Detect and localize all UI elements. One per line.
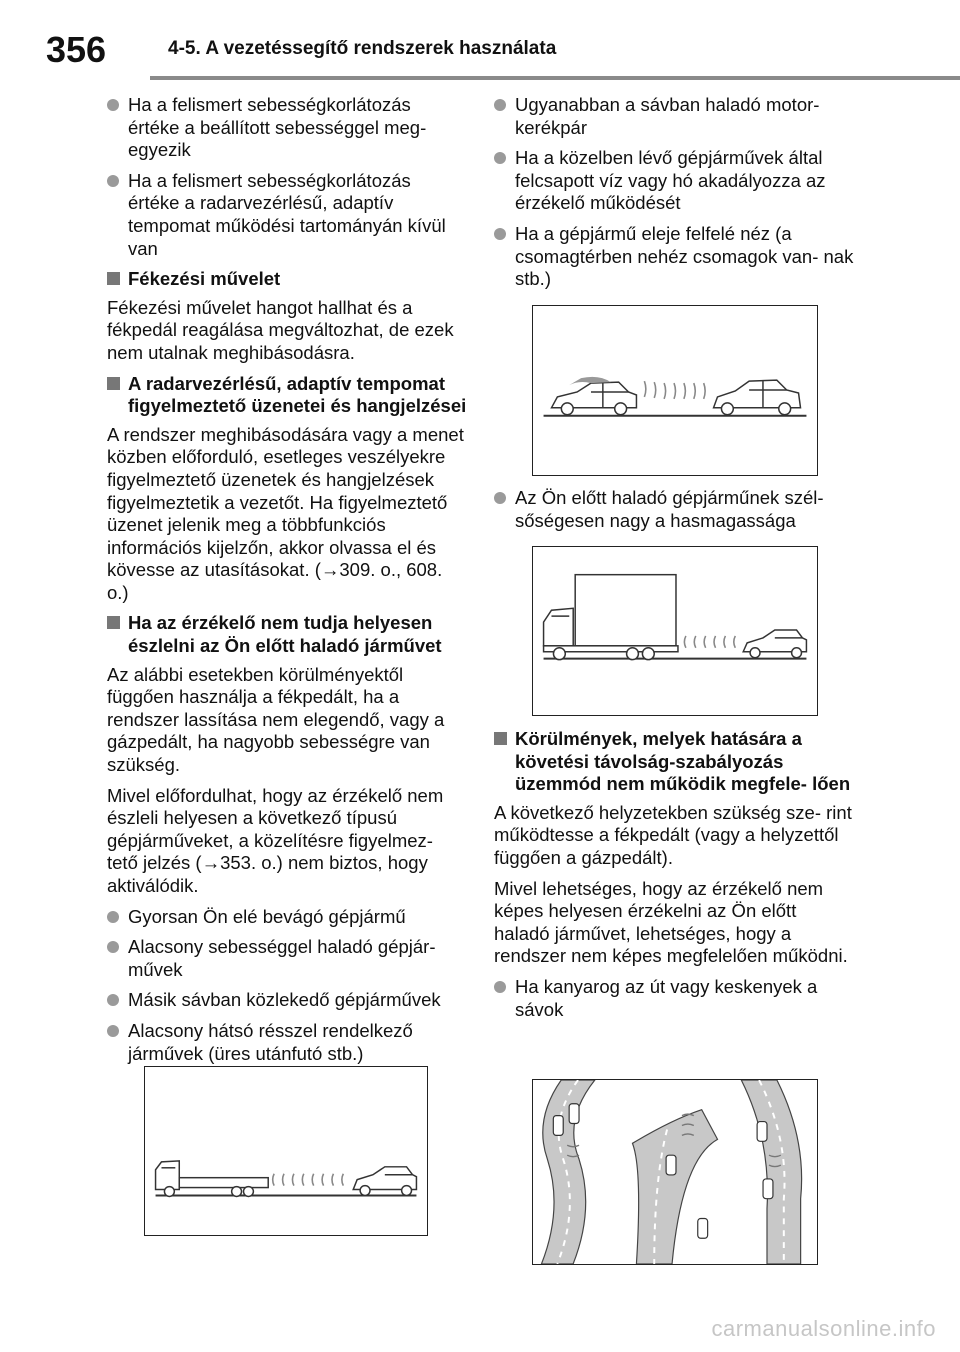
heading-square-icon — [107, 377, 120, 390]
two-cars-illustration — [533, 306, 817, 475]
bullet-dot-icon — [494, 228, 506, 240]
left-column — [107, 94, 467, 1073]
paragraph-warnings: A rendszer meghibásodására vagy a menet közben előforduló, esetleges veszélyekre figyelmeztető üzenetek és hangjelzések figyelmeztetik a vezetőt. Ha figyelmeztető üzenet jelenik meg a többfunkciós információs kijelzőn, akkor olvassa el és kövesse az utasításokat. (→309. o., 608. o.) — [107, 423, 464, 603]
list-item: Ha a közelben lévő gépjárművek által felcsapott víz vagy hó akadályozza az érzékelő működését — [494, 147, 854, 215]
bullet-dot-icon — [107, 175, 119, 187]
list-item: Másik sávban közlekedő gépjárművek — [107, 989, 467, 1012]
bullet-dot-icon — [494, 492, 506, 504]
right-column-lower — [494, 724, 854, 1029]
illustration-curved-roads — [532, 1079, 818, 1265]
section-heading-detection: Ha az érzékelő nem tudja helyesen észlelni az Ön előtt haladó járművet — [107, 612, 467, 657]
header-rule — [150, 76, 960, 80]
section-heading-conditions: Körülmények, melyek hatására a követési távolság-szabályozás üzemmód nem működik megfele- lően — [494, 728, 854, 796]
illustration-trailer — [144, 1066, 428, 1236]
illustration-truck — [532, 546, 818, 716]
heading-square-icon — [107, 616, 120, 629]
list-item: Ha a felismert sebességkorlátozás értéke a radarvezérlésű, adaptív tempomat működési tartományán kívül van — [107, 170, 467, 260]
illustration-two-cars — [532, 305, 818, 476]
list-item: Ha a gépjármű eleje felfelé néz (a csomagtérben nehéz csomagok van- nak stb.) — [494, 223, 854, 291]
right-column-middle — [494, 487, 854, 540]
paragraph-detection-2: Mivel előfordulhat, hogy az érzékelő nem észleli helyesen a következő típusú gépjárműveket, a közelítésre figyelmez- tető jelzés (→353. o.) nem biztos, hogy aktiválódik. — [107, 784, 444, 896]
truck-illustration — [533, 547, 817, 715]
bullet-dot-icon — [494, 99, 506, 111]
heading-square-icon — [494, 732, 507, 745]
bullet-dot-icon — [494, 152, 506, 164]
section-heading-braking: Fékezési művelet — [107, 268, 467, 291]
list-item: Gyorsan Ön elé bevágó gépjármű — [107, 906, 467, 929]
paragraph-conditions-2: Mivel lehetséges, hogy az érzékelő nem képes helyesen érzékelni az Ön előtt haladó járművet, lehetséges, hogy a rendszer nem képes megfelelően működni. — [494, 877, 848, 967]
paragraph-detection-1: Az alábbi esetekben körülményektől függően használja a fékpedált, ha a rendszer lassítása nem elegendő, vagy a gázpedált, ha nagyobb sebességre van szükség. — [107, 663, 445, 776]
list-item: Ha kanyarog az út vagy keskenyek a sávok — [494, 976, 854, 1021]
list-item: Ha a felismert sebességkorlátozás értéke a beállított sebességgel meg- egyezik — [107, 94, 467, 162]
watermark: carmanualsonline.info — [711, 1316, 936, 1341]
section-heading-warnings: A radarvezérlésű, adaptív tempomat figyelmeztető üzenetei és hangjelzései — [107, 373, 467, 418]
bullet-dot-icon — [107, 941, 119, 953]
bullet-dot-icon — [494, 981, 506, 993]
bullet-dot-icon — [107, 994, 119, 1006]
list-item: Alacsony hátsó résszel rendelkező járművek (üres utánfutó stb.) — [107, 1020, 467, 1065]
list-item: Ugyanabban a sávban haladó motor- kerékpár — [494, 94, 854, 139]
paragraph-conditions-1: A következő helyzetekben szükség sze- rint működtesse a fékpedált (vagy a helyzettől függően a gázpedált). — [494, 801, 852, 868]
paragraph-braking: Fékezési művelet hangot hallhat és a fékpedál reagálása megváltozhat, de ezek nem utalnak meghibásodásra. — [107, 296, 454, 363]
list-item: Az Ön előtt haladó gépjárműnek szél- sőségesen nagy a hasmagassága — [494, 487, 854, 532]
heading-square-icon — [107, 272, 120, 285]
bullet-dot-icon — [107, 1025, 119, 1037]
right-column-top — [494, 94, 854, 299]
bullet-dot-icon — [107, 99, 119, 111]
section-title: 4-5. A vezetéssegítő rendszerek használata — [168, 38, 557, 59]
page-number: 356 — [46, 29, 107, 70]
list-item: Alacsony sebességgel haladó gépjár- művek — [107, 936, 467, 981]
bullet-dot-icon — [107, 911, 119, 923]
curved-roads-illustration — [533, 1080, 817, 1264]
page-header — [0, 0, 960, 84]
trailer-illustration — [145, 1067, 427, 1235]
